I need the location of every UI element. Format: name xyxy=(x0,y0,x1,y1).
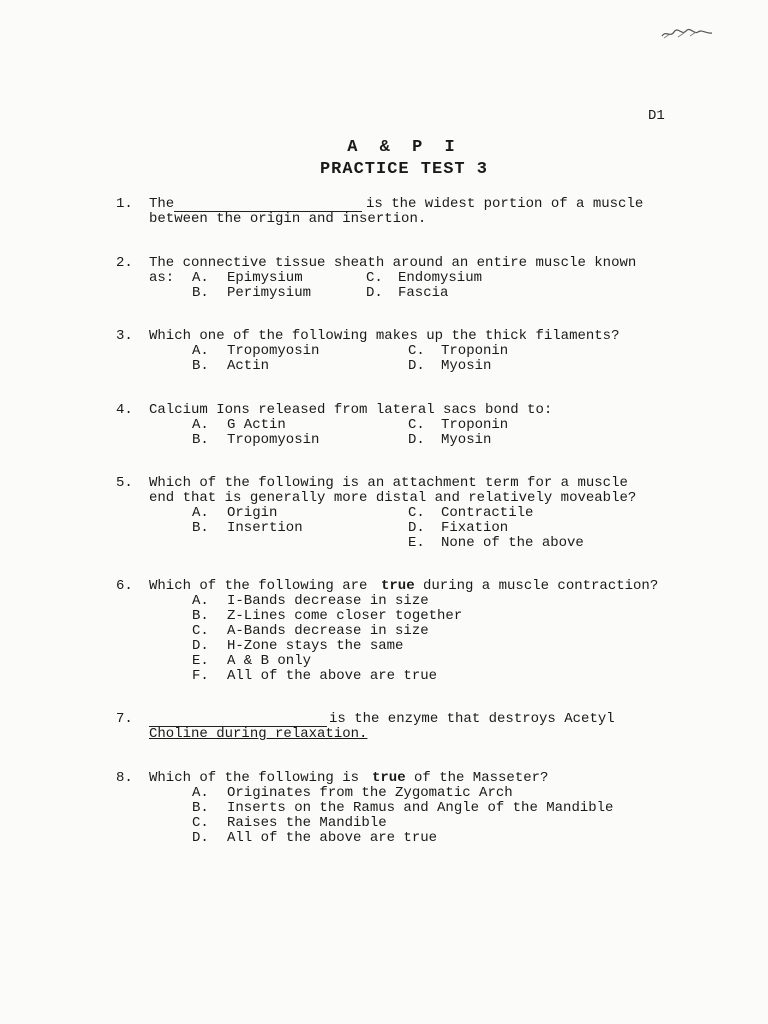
option-letter: B. xyxy=(192,358,209,374)
question-text: The xyxy=(149,196,175,212)
question-text-bold: true xyxy=(372,770,406,786)
option-letter: C. xyxy=(192,815,209,831)
option-text[interactable]: Troponin xyxy=(441,343,509,359)
option-letter: D. xyxy=(192,830,209,846)
question-number: 2. xyxy=(116,255,133,271)
option-letter: A. xyxy=(192,417,209,433)
test-subtitle: PRACTICE TEST 3 xyxy=(319,160,489,179)
option-text[interactable]: Tropomyosin xyxy=(227,432,320,448)
option-letter: D. xyxy=(408,520,425,536)
option-letter: C. xyxy=(192,623,209,639)
option-letter: B. xyxy=(192,800,209,816)
option-text[interactable]: Perimysium xyxy=(227,285,312,301)
option-letter: A. xyxy=(192,270,209,286)
question-text: Choline during relaxation. xyxy=(149,726,368,742)
question-text: is the enzyme that destroys Acetyl xyxy=(329,711,615,727)
option-letter: C. xyxy=(408,343,425,359)
question-text: Which one of the following makes up the thick filaments? xyxy=(149,328,620,344)
option-text[interactable]: Inserts on the Ramus and Angle of the Mandible xyxy=(227,800,614,816)
option-text[interactable]: Troponin xyxy=(441,417,509,433)
option-letter: E. xyxy=(408,535,425,551)
option-letter: C. xyxy=(408,505,425,521)
question-text: Calcium Ions released from lateral sacs bond to: xyxy=(149,402,553,418)
option-letter: B. xyxy=(192,608,209,624)
question-text: is the widest portion of a muscle xyxy=(366,196,644,212)
question-number: 8. xyxy=(116,770,133,786)
option-text[interactable]: A & B only xyxy=(227,653,312,669)
option-text[interactable]: I-Bands decrease in size xyxy=(227,593,429,609)
option-text[interactable]: Fixation xyxy=(441,520,509,536)
question-number: 5. xyxy=(116,475,133,491)
option-letter: A. xyxy=(192,343,209,359)
option-text[interactable]: None of the above xyxy=(441,535,584,551)
question-text: Which of the following is xyxy=(149,770,360,786)
question-text-bold: true xyxy=(381,578,415,594)
question-text: as: xyxy=(149,270,175,286)
question-text: end that is generally more distal and relatively moveable? xyxy=(149,490,637,506)
option-text[interactable]: G Actin xyxy=(227,417,286,433)
option-text[interactable]: All of the above are true xyxy=(227,830,438,846)
option-text[interactable]: Actin xyxy=(227,358,270,374)
option-letter: D. xyxy=(192,638,209,654)
option-letter: C. xyxy=(366,270,383,286)
option-letter: D. xyxy=(366,285,383,301)
pen-mark xyxy=(660,26,716,40)
option-text[interactable]: All of the above are true xyxy=(227,668,438,684)
option-letter: B. xyxy=(192,432,209,448)
option-text[interactable]: Insertion xyxy=(227,520,303,536)
option-text[interactable]: Epimysium xyxy=(227,270,303,286)
option-letter: B. xyxy=(192,285,209,301)
question-number: 6. xyxy=(116,578,133,594)
option-letter: A. xyxy=(192,785,209,801)
page-code: D1 xyxy=(648,108,665,124)
question-text: The connective tissue sheath around an entire muscle known xyxy=(149,255,637,271)
question-number: 7. xyxy=(116,711,133,727)
option-text[interactable]: Origin xyxy=(227,505,278,521)
option-letter: A. xyxy=(192,505,209,521)
option-letter: F. xyxy=(192,668,209,684)
option-text[interactable]: Fascia xyxy=(398,285,449,301)
option-text[interactable]: Z-Lines come closer together xyxy=(227,608,463,624)
option-text[interactable]: Myosin xyxy=(441,358,492,374)
question-text: between the origin and insertion. xyxy=(149,211,427,227)
question-number: 4. xyxy=(116,402,133,418)
option-letter: D. xyxy=(408,432,425,448)
question-text: Which of the following are xyxy=(149,578,368,594)
option-letter: E. xyxy=(192,653,209,669)
option-letter: C. xyxy=(408,417,425,433)
question-text: of the Masseter? xyxy=(414,770,549,786)
option-text[interactable]: Originates from the Zygomatic Arch xyxy=(227,785,513,801)
option-text[interactable]: H-Zone stays the same xyxy=(227,638,404,654)
option-text[interactable]: Endomysium xyxy=(398,270,483,286)
question-text: Which of the following is an attachment term for a muscle xyxy=(149,475,628,491)
option-text[interactable]: Contractile xyxy=(441,505,534,521)
option-letter: B. xyxy=(192,520,209,536)
option-letter: A. xyxy=(192,593,209,609)
option-text[interactable]: A-Bands decrease in size xyxy=(227,623,429,639)
question-number: 1. xyxy=(116,196,133,212)
option-text[interactable]: Tropomyosin xyxy=(227,343,320,359)
option-text[interactable]: Raises the Mandible xyxy=(227,815,387,831)
test-title: A & P I xyxy=(347,138,461,157)
option-letter: D. xyxy=(408,358,425,374)
question-number: 3. xyxy=(116,328,133,344)
option-text[interactable]: Myosin xyxy=(441,432,492,448)
question-text: during a muscle contraction? xyxy=(423,578,659,594)
